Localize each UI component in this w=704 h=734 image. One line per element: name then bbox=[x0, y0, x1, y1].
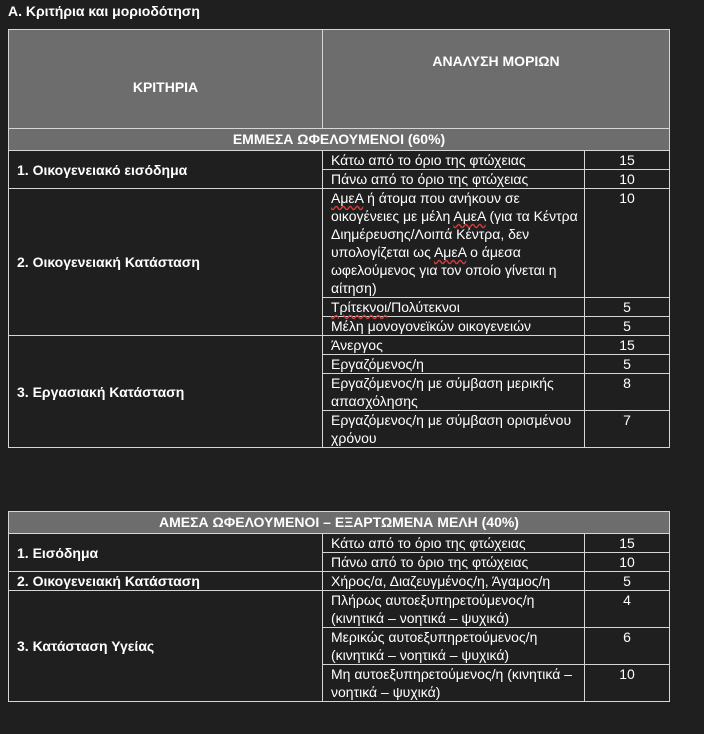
option-description: Εργαζόμενος/η bbox=[323, 355, 585, 374]
option-description: Μη αυτοεξυπηρετούμενος/η (κινητικά – νοητικά – ψυχικά) bbox=[323, 665, 585, 702]
page-heading: Α. Κριτήρια και μοριοδότηση bbox=[8, 3, 200, 19]
option-points: 4 bbox=[585, 591, 670, 628]
criteria-table-indirect bbox=[8, 29, 670, 448]
option-description: Εργαζόμενος/η με σύμβαση μερικής απασχόλησης bbox=[323, 374, 585, 411]
option-description: Πάνω από το όριο της φτώχειας bbox=[323, 553, 585, 572]
option-description: Πλήρως αυτοεξυπηρετούμενος/η (κινητικά – νοητικά – ψυχικά) bbox=[323, 591, 585, 628]
section-title: ΕΜΜΕΣΑ ΩΦΕΛΟΥΜΕΝΟΙ (60%) bbox=[9, 129, 670, 151]
table-row bbox=[9, 151, 670, 170]
option-description: Εργαζόμενος/η με σύμβαση ορισμένου χρόνου bbox=[323, 411, 585, 448]
criterion-label: 2. Οικογενειακή Κατάσταση bbox=[9, 189, 323, 336]
option-description: Μέλη μονογονεϊκών οικογενειών bbox=[323, 317, 585, 336]
option-points: 10 bbox=[585, 170, 670, 189]
header-criteria: ΚΡΙΤΗΡΙΑ bbox=[9, 30, 323, 129]
option-points: 6 bbox=[585, 628, 670, 665]
option-points: 7 bbox=[585, 411, 670, 448]
option-description: Πάνω από το όριο της φτώχειας bbox=[323, 170, 585, 189]
option-points: 5 bbox=[585, 572, 670, 591]
option-description: Κάτω από το όριο της φτώχειας bbox=[323, 534, 585, 553]
table-row bbox=[9, 336, 670, 355]
section-title: ΑΜΕΣΑ ΩΦΕΛΟΥΜΕΝΟΙ – ΕΞΑΡΤΩΜΕΝΑ ΜΕΛΗ (40%) bbox=[9, 512, 670, 534]
option-points: 15 bbox=[585, 151, 670, 170]
option-description: Μερικώς αυτοεξυπηρετούμενος/η (κινητικά – νοητικά – ψυχικά) bbox=[323, 628, 585, 665]
criterion-label: 1. Οικογενειακό εισόδημα bbox=[9, 151, 323, 189]
option-points: 10 bbox=[585, 553, 670, 572]
option-description: Κάτω από το όριο της φτώχειας bbox=[323, 151, 585, 170]
option-points: 10 bbox=[585, 189, 670, 298]
option-points: 5 bbox=[585, 355, 670, 374]
table-row bbox=[9, 591, 670, 628]
option-points: 5 bbox=[585, 298, 670, 317]
option-description: Χήρος/α, Διαζευγμένος/η, Άγαμος/η bbox=[323, 572, 585, 591]
option-points: 8 bbox=[585, 374, 670, 411]
option-points: 15 bbox=[585, 336, 670, 355]
table-row bbox=[9, 572, 670, 591]
option-points: 15 bbox=[585, 534, 670, 553]
criterion-label: 2. Οικογενειακή Κατάσταση bbox=[9, 572, 323, 591]
criteria-table-direct bbox=[8, 511, 670, 702]
option-points: 5 bbox=[585, 317, 670, 336]
option-description: Άνεργος bbox=[323, 336, 585, 355]
table-row bbox=[9, 189, 670, 298]
table-row bbox=[9, 534, 670, 553]
criterion-label: 3. Κατάσταση Υγείας bbox=[9, 591, 323, 702]
table-header-row bbox=[9, 30, 670, 129]
header-points-analysis: ΑΝΑΛΥΣΗ ΜΟΡΙΩΝ bbox=[323, 30, 670, 129]
section-row bbox=[9, 129, 670, 151]
option-description: ΑμεΑ ή άτομα που ανήκουν σε οικογένειες με μέλη ΑμεΑ (για τα Κέντρα Διημέρευσης/Λοιπά Κέντρα, δεν υπολογίζεται ως ΑμεΑ ο άμεσα ωφελούμενος για τον οποίο γίνεται η αίτηση) bbox=[323, 189, 585, 298]
criterion-label: 3. Εργασιακή Κατάσταση bbox=[9, 336, 323, 448]
criterion-label: 1. Εισόδημα bbox=[9, 534, 323, 572]
option-description: Τρίτεκνοι/Πολύτεκνοι bbox=[323, 298, 585, 317]
section-row bbox=[9, 512, 670, 534]
option-points: 10 bbox=[585, 665, 670, 702]
